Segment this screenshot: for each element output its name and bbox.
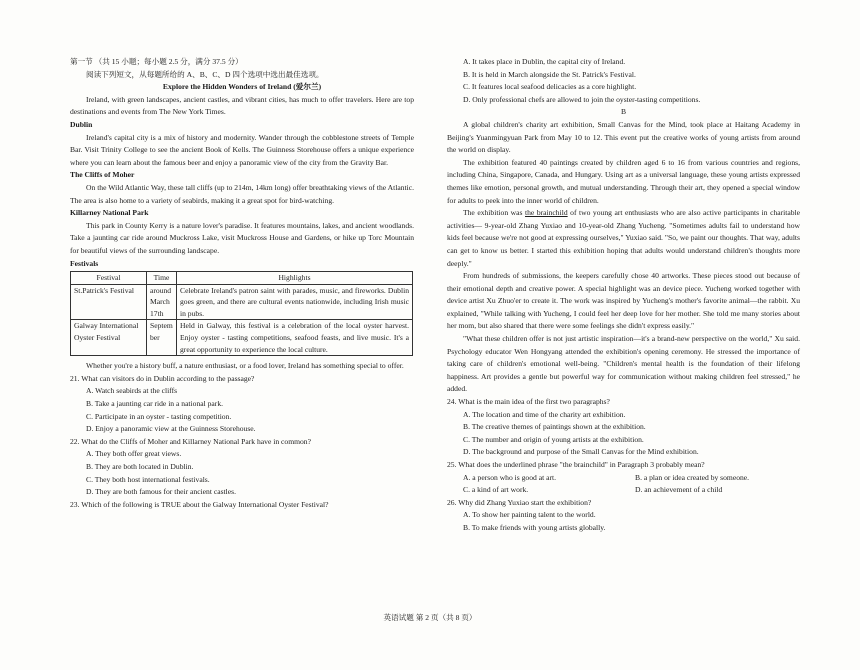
answer-option[interactable]: B. The creative themes of paintings shown at the exhibition. xyxy=(463,422,646,432)
passage-a-intro: Ireland, with green landscapes, ancient castles, and vibrant cities, has much to offer travelers. Here are top destinations and events from The New York Times. xyxy=(70,94,414,117)
right-column xyxy=(447,56,800,535)
passage-b-paragraph-3 xyxy=(447,207,800,270)
question-stem: 24. What is the main idea of the first two paragraphs? xyxy=(447,397,610,407)
passage-b-paragraph-1: A global children's charity art exhibition, Small Canvas for the Mind, took place at Haitang Academy in Beijing's Yuanmingyuan Park from May 10 to 12. This event put the creative works of young artists from around the world on display. xyxy=(447,119,800,155)
answer-option[interactable]: D. an achievement of a child xyxy=(635,485,723,495)
question-21 xyxy=(70,373,414,436)
underlined-phrase: the brainchild xyxy=(525,208,568,218)
answer-option[interactable]: B. To make friends with young artists globally. xyxy=(463,522,606,532)
section-header: 第一节 （共 15 小题；每小题 2.5 分，满分 37.5 分） xyxy=(70,57,243,66)
festival-highlights-cell: Held in Galway, this festival is a celebration of the local oyster harvest. Enjoy oyster - tasting competitions, seafood feasts, and live music. It's a great opportunity to experience the local culture. xyxy=(177,320,413,356)
question-stem: 22. What do the Cliffs of Moher and Killarney National Park have in common? xyxy=(70,436,311,446)
answer-option[interactable]: B. It is held in March alongside the St. Patrick's Festival. xyxy=(463,69,636,79)
passage-a-title: Explore the Hidden Wonders of Ireland (爱尔兰) xyxy=(162,82,322,92)
question-23 xyxy=(70,499,414,512)
question-22 xyxy=(70,436,414,499)
answer-option[interactable]: A. They both offer great views. xyxy=(86,449,182,459)
question-stem: 23. Which of the following is TRUE about the Galway International Oyster Festival? xyxy=(70,499,329,509)
question-23-options xyxy=(447,56,800,106)
killarney-heading: Killarney National Park xyxy=(70,208,149,218)
answer-option[interactable]: A. a person who is good at art. xyxy=(463,472,557,482)
festival-time-cell: around March 17th xyxy=(147,284,177,320)
answer-option[interactable]: C. a kind of art work. xyxy=(463,485,529,495)
left-column xyxy=(70,56,414,511)
paragraph-3-lead: The exhibition was xyxy=(463,208,526,218)
question-26 xyxy=(447,497,800,535)
answer-option[interactable]: A. To show her painting talent to the world. xyxy=(463,510,596,520)
answer-option[interactable]: A. It takes place in Dublin, the capital city of Ireland. xyxy=(463,57,626,66)
table-header-cell: Time xyxy=(147,272,177,285)
festival-name-cell: St.Patrick's Festival xyxy=(71,284,147,320)
question-stem: 21. What can visitors do in Dublin according to the passage? xyxy=(70,373,255,383)
answer-option[interactable]: A. The location and time of the charity art exhibition. xyxy=(463,409,626,419)
answer-option[interactable]: D. The background and purpose of the Small Canvas for the Mind exhibition. xyxy=(463,447,699,457)
answer-option-row xyxy=(447,472,800,485)
table-header-cell: Highlights xyxy=(177,272,413,285)
answer-option[interactable]: C. It features local seafood delicacies as a core highlight. xyxy=(463,82,637,92)
answer-option[interactable]: B. They are both located in Dublin. xyxy=(86,462,194,471)
moher-text: On the Wild Atlantic Way, these tall cliffs (up to 214m, 14km long) offer breathtaking views of the Atlantic. The area is also home to a variety of seabirds, making it a great spot for bird-watching. xyxy=(70,182,414,205)
page-footer: 英语试题 第 2 页（共 8 页） xyxy=(383,613,477,622)
passage-b-paragraph-2: The exhibition featured 40 paintings created by children aged 6 to 16 from various countries and regions, including China, Singapore, Canada, and Hungary. Using art as a universal language, these young artists expressed themes like emotion, personal growth, and mutual understanding. Through their art, they opened a special window for adults to peek into the inner world of children. xyxy=(447,157,800,205)
festival-name-cell: Galway International Oyster Festival xyxy=(71,320,147,356)
section-instruction: 阅读下列短文，从每题所给的 A、B、C、D 四个选项中选出最佳选项。 xyxy=(86,69,324,79)
dublin-heading: Dublin xyxy=(70,119,93,129)
answer-option[interactable]: D. They are both famous for their ancient castles. xyxy=(86,487,236,497)
passage-b-paragraph-5: "What these children offer is not just artistic inspiration—it's a brand-new perspective on the world," Xu said. Psychology educator Wen Hongyang attended the exhibition's opening ceremony. He stressed the importance of taking care of children's emotional well-being. "Children's mental health is the foundation of their lifelong happiness. Art provides a gentle but powerful way for communication without making children feel stressed," he added. xyxy=(447,334,800,394)
question-24 xyxy=(447,396,800,459)
answer-option[interactable]: B. Take a jaunting car ride in a national park. xyxy=(86,399,224,409)
passage-b-paragraph-4: From hundreds of submissions, the keepers carefully chose 40 artworks. These pieces stood out because of their emotional depth and creative power. A special highlight was an device piece. Yucheng worked together with device artist Xu Zhuo'er to create it. The work was inspired by Yucheng's mother's favorite animal—the rabbit. Xu explained, "While talking with Yucheng, I could feel her deep love for her mother. She told me many stories about her mom, but also shared that there were some feelings she didn't express easily." xyxy=(447,271,800,331)
passage-b-label: B xyxy=(620,107,627,117)
festival-highlights-cell: Celebrate Ireland's patron saint with parades, music, and fireworks. Dublin goes green, and there are cultural events nationwide, including Irish music in pubs. xyxy=(177,284,413,320)
table-header-cell: Festival xyxy=(71,272,147,285)
question-stem: 26. Why did Zhang Yuxiao start the exhibition? xyxy=(447,497,592,507)
killarney-text: This park in County Kerry is a nature lover's paradise. It features mountains, lakes, and ancient woodlands. Take a jaunting car ride around Muckross Lake, visit Muckross House and Gardens, or hike up Torc Mountain for beautiful views of the surrounding landscape. xyxy=(70,220,414,255)
answer-option[interactable]: D. Enjoy a panoramic view at the Guinness Storehouse. xyxy=(86,424,256,434)
moher-heading: The Cliffs of Moher xyxy=(70,170,135,180)
festivals-table xyxy=(70,271,413,356)
table-header-row xyxy=(71,272,413,285)
answer-option[interactable]: C. Participate in an oyster - tasting competition. xyxy=(86,411,232,421)
answer-option-row xyxy=(447,484,800,497)
question-stem: 25. What does the underlined phrase "the brainchild" in Paragraph 3 probably mean? xyxy=(447,460,705,469)
paragraph-3-rest: of two young art enthusiasts who are also active participants in charitable activities— 9-year-old Zhang Yuxiao and 10-year-old Zhang Yucheng. "Sometimes adults fail to understand how kids feel because we're not good at expressing ourselves," Yuxiao said. "So, we paint our thoughts. That way, adults can get to know us better. I started this exhibition hoping that adults would understand children's thoughts more deeply." xyxy=(447,208,801,268)
answer-option[interactable]: C. They both host international festivals. xyxy=(86,474,210,484)
answer-option[interactable]: C. The number and origin of young artists at the exhibition. xyxy=(463,434,644,444)
table-row xyxy=(71,320,413,356)
festivals-heading: Festivals xyxy=(70,258,99,268)
festival-time-cell: September xyxy=(147,320,177,356)
answer-option[interactable]: D. Only professional chefs are allowed to join the oyster-tasting competitions. xyxy=(463,94,701,104)
question-25 xyxy=(447,459,800,497)
table-row xyxy=(71,284,413,320)
answer-option[interactable]: A. Watch seabirds at the cliffs xyxy=(86,386,178,396)
answer-option[interactable]: B. a plan or idea created by someone. xyxy=(635,472,750,482)
passage-a-closing: Whether you're a history buff, a nature enthusiast, or a food lover, Ireland has something special to offer. xyxy=(86,361,404,371)
dublin-text: Ireland's capital city is a mix of history and modernity. Wander through the cobblestone streets of Temple Bar. Visit Trinity College to see the ancient Book of Kells. The Guinness Storehouse offers a unique experience where you can learn about the famous beer and enjoy a panoramic view of the city from the Gravity Bar. xyxy=(70,132,414,167)
